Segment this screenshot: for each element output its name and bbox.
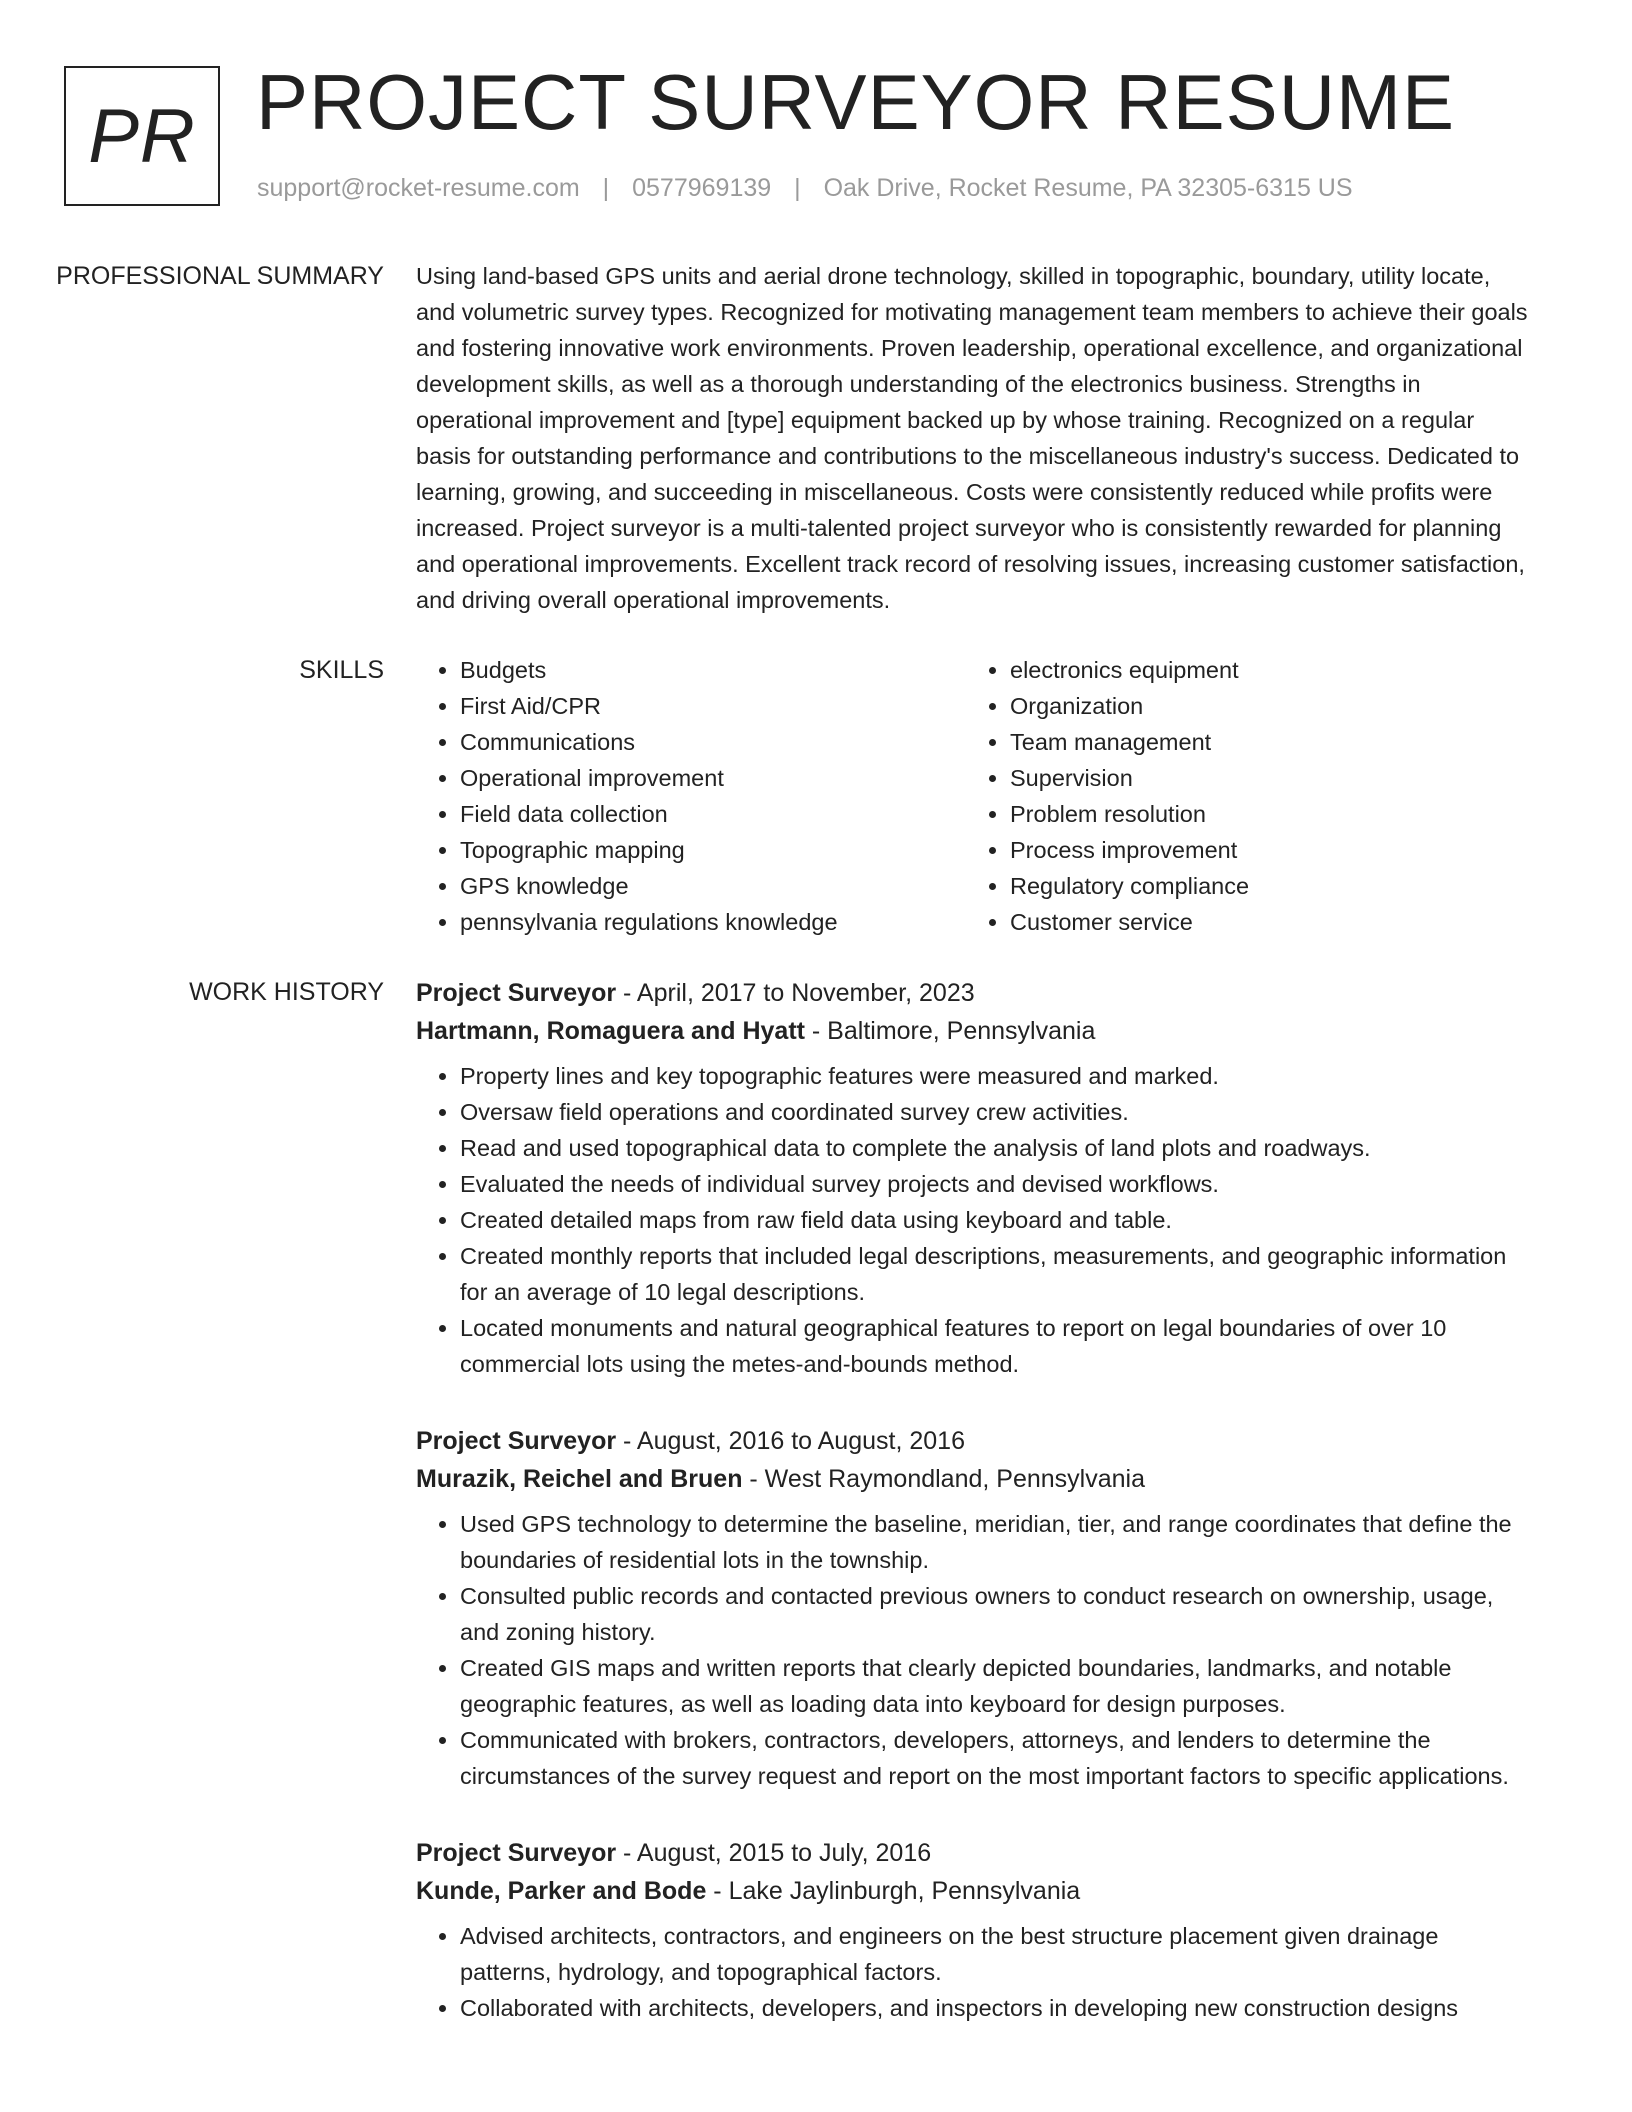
contact-separator: | xyxy=(794,174,801,202)
job-bullet: • Consulted public records and contacted previous owners to conduct research on ownership, usage, and zoning history. xyxy=(460,1578,1528,1650)
monogram-initials: PR xyxy=(88,93,196,179)
job-company: Hartmann, Romaguera and Hyatt xyxy=(416,1017,805,1045)
job-location: - Baltimore, Pennsylvania xyxy=(804,1017,1096,1045)
job-bullet: • Property lines and key topographic features were measured and marked. xyxy=(460,1058,1528,1094)
skill-item: • Topographic mapping xyxy=(460,832,966,868)
section-label: PROFESSIONAL SUMMARY xyxy=(56,262,384,290)
job-bullet: • Used GPS technology to determine the baseline, meridian, tier, and range coordinates that define the boundaries of residential lots in the township. xyxy=(460,1506,1528,1578)
job-bullet: • Communicated with brokers, contractors, developers, attorneys, and lenders to determine the circumstances of the survey request and report on the most important factors to specific applications. xyxy=(460,1722,1528,1794)
contact-email[interactable]: support@rocket-resume.com xyxy=(257,174,580,202)
job-company: Kunde, Parker and Bode xyxy=(416,1877,707,1905)
job-bullet: • Read and used topographical data to complete the analysis of land plots and roadways. xyxy=(460,1130,1528,1166)
job-company-line xyxy=(416,1460,1528,1498)
job-entry xyxy=(416,1422,1528,1794)
job-location: - West Raymondland, Pennsylvania xyxy=(742,1465,1145,1493)
skill-item: • Team management xyxy=(1010,724,1516,760)
job-dates: - August, 2015 to July, 2016 xyxy=(616,1839,932,1867)
job-title-line xyxy=(416,1834,1528,1872)
job-bullets xyxy=(416,1058,1528,1382)
job-bullet: • Created detailed maps from raw field data using keyboard and table. xyxy=(460,1202,1528,1238)
summary-section xyxy=(0,258,1632,618)
skill-item: • Customer service xyxy=(1010,904,1516,940)
job-bullet: • Created GIS maps and written reports that clearly depicted boundaries, landmarks, and notable geographic features, as well as loading data into keyboard for design purposes. xyxy=(460,1650,1528,1722)
job-dates: - April, 2017 to November, 2023 xyxy=(616,979,975,1007)
skill-item: • pennsylvania regulations knowledge xyxy=(460,904,966,940)
skill-item: • Field data collection xyxy=(460,796,966,832)
skill-item: • Supervision xyxy=(1010,760,1516,796)
job-entry xyxy=(416,1834,1528,2026)
resume-content xyxy=(0,258,1632,2100)
contact-address: Oak Drive, Rocket Resume, PA 32305-6315 US xyxy=(823,174,1353,202)
job-title: Project Surveyor xyxy=(416,1427,617,1455)
job-company: Murazik, Reichel and Bruen xyxy=(416,1465,743,1493)
contact-line xyxy=(257,174,1353,203)
job-bullet: • Advised architects, contractors, and engineers on the best structure placement given drainage patterns, hydrology, and topographical factors. xyxy=(460,1918,1528,1990)
section-label: SKILLS xyxy=(299,656,384,684)
job-title: Project Surveyor xyxy=(416,1839,617,1867)
job-title: Project Surveyor xyxy=(416,979,617,1007)
job-company-line xyxy=(416,1872,1528,1910)
skills-section xyxy=(0,652,1632,940)
work-history-section xyxy=(0,974,1632,2066)
monogram-box xyxy=(64,66,220,206)
job-bullet: • Collaborated with architects, developers, and inspectors in developing new construction designs xyxy=(460,1990,1528,2026)
skills-list-right xyxy=(966,652,1516,940)
job-company-line xyxy=(416,1012,1528,1050)
job-bullet: • Evaluated the needs of individual survey projects and devised workflows. xyxy=(460,1166,1528,1202)
skill-item: • Regulatory compliance xyxy=(1010,868,1516,904)
summary-text: Using land-based GPS units and aerial drone technology, skilled in topographic, boundary, utility locate, and volumetric survey types. Recognized for motivating management team members to achieve their goals and fostering innovative work environments. Proven leadership, operational excellence, and organizational development skills, as well as a thorough understanding of the electronics business. Strengths in operational improvement and [type] equipment backed up by whose training. Recognized on a regular basis for outstanding performance and contributions to the miscellaneous industry's success. Dedicated to learning, growing, and succeeding in miscellaneous. Costs were consistently reduced while profits were increased. Project surveyor is a multi-talented project surveyor who is consistently rewarded for planning and operational improvements. Excellent track record of resolving issues, increasing customer satisfaction, and driving overall operational improvements. xyxy=(416,263,1528,613)
job-entry xyxy=(416,974,1528,1382)
skill-item: • Organization xyxy=(1010,688,1516,724)
job-title-line xyxy=(416,1422,1528,1460)
skill-item: • Process improvement xyxy=(1010,832,1516,868)
job-bullet: • Oversaw field operations and coordinated survey crew activities. xyxy=(460,1094,1528,1130)
job-bullets xyxy=(416,1506,1528,1794)
skill-item: • Problem resolution xyxy=(1010,796,1516,832)
skill-item: • First Aid/CPR xyxy=(460,688,966,724)
job-bullet: • Created monthly reports that included legal descriptions, measurements, and geographic information for an average of 10 legal descriptions. xyxy=(460,1238,1528,1310)
job-dates: - August, 2016 to August, 2016 xyxy=(616,1427,965,1455)
skill-item: • electronics equipment xyxy=(1010,652,1516,688)
job-bullet: • Located monuments and natural geographical features to report on legal boundaries of over 10 commercial lots using the metes-and-bounds method. xyxy=(460,1310,1528,1382)
job-bullets xyxy=(416,1918,1528,2026)
skill-item: • GPS knowledge xyxy=(460,868,966,904)
contact-separator: | xyxy=(602,174,610,202)
job-title-line xyxy=(416,974,1528,1012)
skills-list-left xyxy=(416,652,966,940)
contact-phone[interactable]: 0577969139 xyxy=(632,174,772,202)
resume-title: PROJECT SURVEYOR RESUME xyxy=(256,58,1456,146)
section-label: WORK HISTORY xyxy=(189,978,384,1006)
job-location: - Lake Jaylinburgh, Pennsylvania xyxy=(706,1877,1081,1905)
skill-item: • Communications xyxy=(460,724,966,760)
skill-item: • Operational improvement xyxy=(460,760,966,796)
skill-item: • Budgets xyxy=(460,652,966,688)
